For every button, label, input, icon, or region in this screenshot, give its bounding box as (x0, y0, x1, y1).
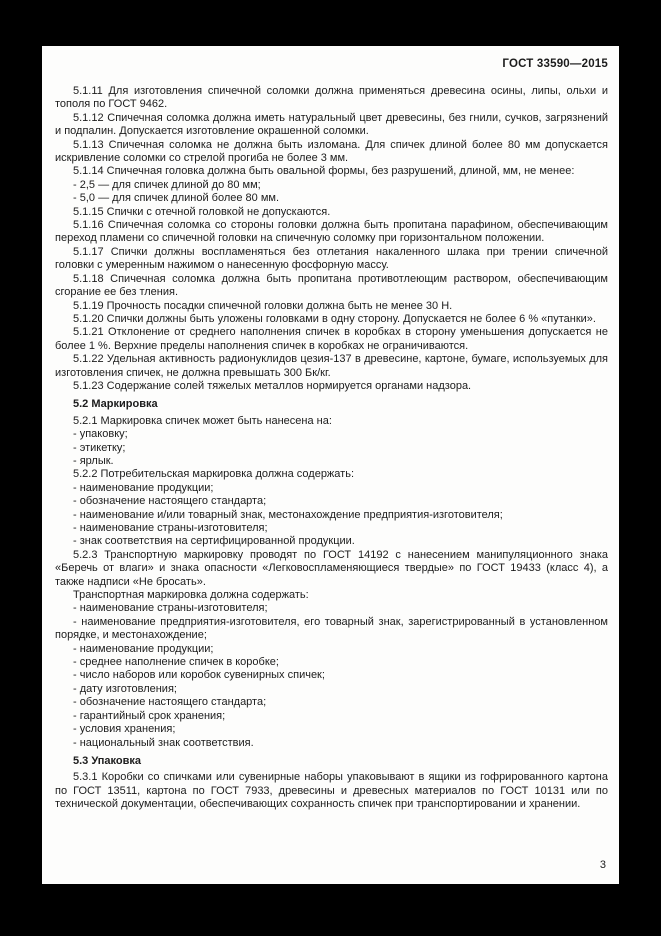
list-item: - обозначение настоящего стандарта; (73, 696, 267, 709)
list-item: - наименование страны-изготовителя; (73, 522, 268, 534)
paragraph: 5.1.12 Спичечная соломка должна иметь натуральный цвет древесины, без гнили, сучков, загрязнений и подпалин. Допускается изготовление окрашенной соломки. (55, 111, 608, 138)
list-item: - этикетку; (73, 441, 126, 454)
section-heading: 5.3 Упаковка (73, 754, 141, 767)
paragraph: 5.1.15 Спички с отечной головкой не допускаются. (73, 205, 331, 218)
list-item: - наименование и/или товарный знак, местонахождение предприятия-изготовителя; (73, 508, 503, 521)
paragraph: 5.1.20 Спички должны быть уложены головками в одну сторону. Допускается не более 6 % «путанки». (73, 312, 596, 325)
list-item: - наименование продукции; (73, 642, 214, 655)
paragraph: Транспортная маркировка должна содержать: (73, 589, 309, 602)
list-item: - дату изготовления; (73, 682, 177, 695)
list-item: - 2,5 — для спичек длиной до 80 мм; (73, 178, 261, 191)
list-item: - наименование страны-изготовителя; (73, 602, 268, 615)
paragraph: 5.1.19 Прочность посадки спичечной головки должна быть не менее 30 Н. (73, 299, 453, 312)
list-item: - гарантийный срок хранения; (73, 709, 226, 722)
paragraph: 5.1.21 Отклонение от среднего наполнения спичек в коробках в сторону уменьшения допускается не более 1 %. Верхние пределы наполнения спичек в коробках не ограничиваются. (55, 326, 608, 352)
paragraph: 5.3.1 Коробки со спичками или сувенирные наборы упаковывают в ящики из гофрированного картона по ГОСТ 13511, картона по ГОСТ 7933, древесины и древесных материалов по ГОСТ 10131 или по технической документации, обеспечивающих сохранность спичек при транспортировании и хранении. (55, 771, 608, 811)
list-item: - знак соответствия на сертифицированной продукции. (73, 535, 355, 548)
list-item: - ярлык. (73, 454, 114, 467)
document-page (42, 46, 619, 884)
doc-number: ГОСТ 33590—2015 (502, 58, 608, 70)
paragraph: 5.1.13 Спичечная соломка не должна быть изломана. Для спичек длиной более 80 мм допускается искривление соломки со стрелой прогиба не более 3 мм. (55, 138, 608, 165)
paragraph: 5.1.11 Для изготовления спичечной соломки должна применяться древесина осины, липы, ольхи и тополя по ГОСТ 9462. (55, 85, 608, 111)
list-item: - наименование продукции; (73, 481, 214, 494)
section-heading: 5.2 Маркировка (73, 398, 158, 411)
document-body (55, 85, 608, 812)
paragraph: 5.1.17 Спички должны воспламеняться без отлетания накаленного шлака при трении спичечной головки с умеренным нажимом о нанесенную фосфорную массу. (55, 245, 608, 272)
list-item: - условия хранения; (73, 723, 176, 736)
paragraph: 5.1.22 Удельная активность радионуклидов цезия-137 в древесине, картоне, бумаге, используемых для изготовления спичек, не должна превышать 300 Бк/кг. (55, 353, 608, 379)
list-item: - наименование предприятия-изготовителя, его товарный знак, зарегистрированный в установленном порядке, и местонахождение; (55, 615, 608, 642)
page-number: 3 (599, 859, 606, 871)
paragraph: 5.2.2 Потребительская маркировка должна содержать: (73, 468, 354, 481)
list-item: - 5,0 — для спичек длиной более 80 мм. (73, 192, 280, 205)
paragraph: 5.1.16 Спичечная соломка со стороны головки должна быть пропитана парафином, обеспечивающим переход пламени со спичечной головки на спичечную соломку при горизонтальном положении. (55, 219, 608, 245)
paragraph: 5.2.1 Маркировка спичек может быть нанесена на: (73, 414, 332, 427)
paragraph: 5.1.14 Спичечная головка должна быть овальной формы, без разрушений, длиной, мм, не менее: (73, 165, 575, 178)
paragraph: 5.1.23 Содержание солей тяжелых металлов нормируется органами надзора. (73, 379, 472, 392)
list-item: - число наборов или коробок сувенирных спичек; (73, 669, 325, 682)
list-item: - национальный знак соответствия. (73, 736, 254, 749)
paragraph: 5.1.18 Спичечная соломка должна быть пропитана противотлеющим раствором, обеспечивающим сгорание ее без тления. (55, 272, 608, 299)
list-item: - среднее наполнение спичек в коробке; (73, 656, 279, 669)
paragraph: 5.2.3 Транспортную маркировку проводят по ГОСТ 14192 с нанесением манипуляционного знака «Беречь от влаги» и знака опасности «Легковоспламеняющиеся твердые» по ГОСТ 19433 (класс 4), а также надписи «Не бросать». (55, 548, 608, 588)
list-item: - обозначение настоящего стандарта; (73, 495, 267, 508)
list-item: - упаковку; (73, 428, 128, 441)
